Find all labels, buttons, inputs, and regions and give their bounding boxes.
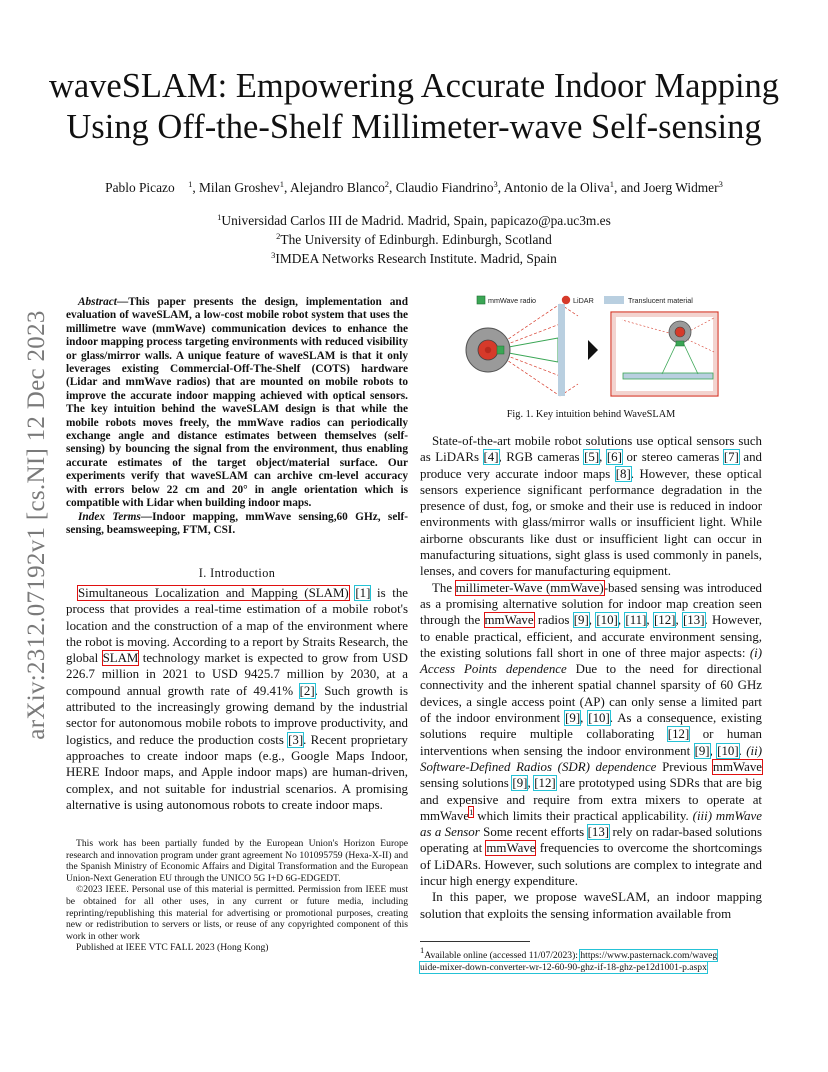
right-scene — [611, 312, 718, 396]
affiliation-mark: 1 — [609, 179, 614, 189]
right-column-body — [420, 433, 762, 922]
introduction-paragraph — [66, 585, 408, 813]
citation-link[interactable]: [10] — [596, 613, 618, 628]
footnote-link[interactable]: 1 — [469, 806, 474, 817]
index-terms — [66, 511, 408, 538]
footnote-text: Available online (accessed 11/07/2023): — [424, 950, 581, 961]
body-text: . Recent proprietary approaches to create indoor maps (e.g., Google Maps Indoor, HERE Indoor maps, and Apple indoor maps) are human-driven, complex, and not suitable for industrial scenarios. A promising alternative is using autonomous robots to create indoor maps. — [66, 732, 408, 812]
affiliation-mark: 2 — [384, 179, 390, 189]
footnote-1 — [420, 945, 762, 974]
index-terms-label: Index Terms — [78, 510, 141, 523]
body-text: . Such growth is attributed to the increasingly growing demand by the industrial sector for autonomous mobile robots to improve productivity, and logistics, and reduce the production costs — [66, 683, 408, 747]
title-line-2: Using Off-the-Shelf Millimeter-wave Self-sensing — [66, 108, 762, 146]
body-text: and produce very accurate indoor maps — [420, 450, 762, 481]
body-text: , — [646, 613, 654, 628]
body-text: Previous — [656, 759, 713, 774]
paragraph — [420, 580, 762, 890]
mmwave-legend-icon — [477, 296, 485, 304]
citation-link[interactable]: [13] — [683, 613, 705, 628]
affiliation-mark: 1 — [279, 179, 284, 189]
body-text: are prototyped using SDRs that are big and expensive and require from extra mixers to operate at mmWave — [420, 776, 762, 823]
body-text: Some recent efforts — [479, 825, 588, 840]
arxiv-sidebar — [17, 290, 57, 760]
body-text: or stereo cameras — [621, 450, 724, 465]
emphasis-text: (i) Access Points dependence — [420, 645, 762, 677]
body-text: -based sensing was introduced as a promising alternative solution for indoor map creation seen through the — [420, 580, 763, 628]
body-text: State-of-the-art mobile robot solutions use optical sensors such as LiDARs — [420, 434, 762, 465]
citation-link[interactable]: [12] — [667, 727, 690, 742]
arxiv-identifier: arXiv:2312.07192v1 [cs.NI] 12 Dec 2023 — [23, 310, 50, 740]
affiliation-2 — [0, 230, 828, 249]
body-text: technology market is expected to grow from USD 226.7 million in 2021 to USD 9425.7 million by 2030, at a compound annual growth rate of 49.41% — [66, 651, 408, 698]
abstract-label: Abstract — [78, 296, 117, 308]
abstract — [66, 296, 408, 537]
citation-link[interactable]: [7] — [723, 450, 739, 465]
figure-caption: Fig. 1. Key intuition behind WaveSLAM — [506, 409, 676, 420]
body-text: which limits their practical applicability. — [473, 808, 693, 823]
affiliation-text: IMDEA Networks Research Institute. Madrid, Spain — [275, 251, 557, 266]
body-text: is the process that provides a real-time estimation of a mobile robot's location and the construction of a map of the environment where the robot is moving. According to a report by Straits Research, the global — [66, 586, 408, 666]
body-text: radios — [533, 613, 574, 628]
title-line-1: waveSLAM: Empowering Accurate Indoor Mapping — [48, 67, 780, 105]
citation-link[interactable]: [2] — [299, 683, 315, 698]
acronym-link-slam[interactable]: Simultaneous Localization and Mapping (SLAM) — [78, 586, 349, 600]
affiliations — [0, 211, 828, 268]
acronym-link-slam[interactable]: SLAM — [102, 651, 139, 666]
affiliation-text: The University of Edinburgh. Edinburgh, Scotland — [280, 232, 552, 247]
footnote-url-link-continued[interactable]: uide-mixer-down-converter-wr-12-60-90-ghz-if-18-ghz-pe12d1001-p.aspx — [420, 962, 707, 973]
citation-link[interactable]: [4] — [483, 450, 499, 465]
citation-link[interactable]: [6] — [606, 450, 622, 465]
body-text: . However, to enable practical, efficient, and accurate environment sensing, the existing solutions fall short in one of three major aspects: — [420, 613, 763, 660]
abstract-text: —This paper presents the design, implementation and evaluation of waveSLAM, a low-cost mobile robot system that uses the millimetre wave (mmWave) communication devices to enhance the indoor mapping process targeting environments with reduced visibility or glass/mirror walls. A unique feature of waveSLAM is that it only leverages existing Commercial-Off-The-Shelf (COTS) hardware (Lidar and mmWave radios) that are mounted on mobile robots to improve the accurate indoor mapping achieved with optical sensors. The key intuition behind the waveSLAM design is that while the mobile robots moves freely, the mmWave radios can periodically exchange angle and distance estimates between themselves (self-sensing) by bouncing the signal from the environment, thus enabling accurate estimates of the target object/material surface. Our experiments verify that waveSLAM can archive cm-level accuracy with errors below 22 cm and 20° in angle orientation which is compatible with Lidar when building indoor maps. — [66, 296, 408, 510]
affiliation-mark: 3 — [718, 179, 723, 189]
footnote-url-link[interactable]: https://www.pasternack.com/waveg — [580, 950, 718, 961]
body-text: frequencies to overcome the shortcomings of LiDARs. However, such solutions are complex to integrate and incur high energy expenditure. — [420, 841, 762, 889]
body-text: . However, these optical sensors experience significant performance degradation in the presence of dust, fog, or smoke and their use is reduced in indoor environments with glass/mirror walls or insufficient light. While airborne obscurants like dust or insufficient light can occur in manufacturing situations, sight glass is used commonly in panels, lenses, and covers for manufacturing equipment. — [420, 466, 763, 579]
citation-link[interactable]: [12] — [534, 776, 556, 791]
index-terms-text: —Indoor mapping, mmWave sensing,60 GHz, self-sensing, beamsweeping, FTM, CSI. — [66, 510, 408, 536]
body-text: , — [580, 711, 589, 726]
affiliation-mark: 1 — [188, 179, 193, 189]
body-text: , — [599, 450, 607, 465]
author-name: , Claudio Fiandrino — [389, 180, 494, 195]
left-footnotes — [66, 838, 408, 954]
map-glass-segment — [623, 373, 713, 379]
body-text: , — [588, 613, 597, 628]
body-text: , — [675, 613, 684, 628]
affiliation-3 — [0, 249, 828, 268]
acronym-link-mmwave[interactable]: millimeter-Wave (mmWave) — [455, 580, 604, 595]
footnote-divider — [420, 941, 530, 942]
citation-link[interactable]: [10] — [717, 743, 739, 758]
left-scene — [466, 304, 578, 396]
paragraph — [420, 433, 762, 580]
citation-link[interactable]: [10] — [588, 711, 610, 726]
emphasis-text: (ii) Software-Defined Radios (SDR) dependence — [420, 743, 762, 774]
author-name: , Milan Groshev — [192, 180, 280, 195]
citation-link[interactable]: [5] — [584, 450, 600, 465]
affiliation-mark: 3 — [493, 179, 498, 189]
publication-note: Published at IEEE VTC FALL 2023 (Hong Kong) — [76, 942, 269, 954]
citation-link[interactable]: [9] — [573, 613, 589, 628]
affiliation-1 — [0, 211, 828, 230]
affiliation-number: 2 — [276, 231, 281, 241]
body-text: , RGB cameras — [498, 450, 585, 465]
translucent-legend-icon — [604, 296, 624, 304]
funding-note: This work has been partially funded by the European Union's Horizon Europe research and innovation program under grant agreement No 101095759 (Hexa-X-II) and the Spanish Ministry of Economic Affairs and Digital Transformation and the European Union-Next Generation EU through the UNICO 5G I+D 6G-EDGEDT. — [66, 838, 408, 884]
body-text: . As a consequence, existing solutions require multiple collaborating — [420, 711, 762, 742]
paper-title — [0, 66, 828, 148]
affiliation-number: 1 — [217, 212, 222, 222]
citation-link[interactable]: [12] — [653, 613, 676, 628]
body-text: . — [738, 743, 747, 758]
acronym-link-mmwave[interactable]: mmWave — [486, 841, 536, 856]
body-text: The — [432, 580, 456, 595]
citation-link[interactable]: [8] — [615, 466, 631, 481]
mmwave-legend-label: mmWave radio — [488, 296, 537, 305]
citation-link[interactable]: [11] — [625, 613, 647, 628]
body-text: , — [527, 776, 535, 791]
author-name: Pablo Picazo — [105, 180, 175, 195]
affiliation-text: Universidad Carlos III de Madrid. Madrid, Spain, papicazo@pa.uc3m.es — [221, 213, 611, 228]
figure-1 — [452, 290, 732, 400]
citation-link[interactable]: [3] — [288, 732, 304, 747]
author-name: , and Joerg Widmer — [614, 180, 719, 195]
paragraph: In this paper, we propose waveSLAM, an indoor mapping solution that exploits the sensing information available from — [420, 890, 762, 921]
lidar-legend-icon — [562, 296, 570, 304]
author-name: , Antonio de la Oliva — [497, 180, 610, 195]
footnote-number: 1 — [420, 945, 425, 955]
translucent-legend-label: Translucent material — [628, 296, 693, 305]
translucent-wall — [558, 304, 565, 396]
citation-link[interactable]: [1] — [355, 586, 371, 600]
citation-link[interactable]: [9] — [694, 743, 710, 758]
acronym-link-mmwave[interactable]: mmWave — [484, 613, 534, 628]
copyright-note: ©2023 IEEE. Personal use of this material is permitted. Permission from IEEE must be obtained for all other uses, in any current or future media, including reprinting/republishing this material for advertising or promotional purposes, creating new or redistribution to servers or lists, or reuse of any copyrighted component of this work in other work — [66, 884, 408, 942]
body-text: , — [617, 613, 626, 628]
citation-link[interactable]: [9] — [565, 711, 581, 726]
lidar-legend-label: LiDAR — [573, 296, 594, 305]
body-text: or human interventions when sensing the indoor environment — [420, 727, 762, 758]
affiliation-number: 3 — [271, 250, 276, 260]
section-heading-introduction: I. Introduction — [198, 566, 276, 580]
arrow-icon — [588, 340, 598, 360]
author-list — [0, 180, 828, 196]
abstract-paragraph — [66, 296, 408, 511]
acronym-link-mmwave[interactable]: mmWave — [712, 759, 762, 774]
citation-link[interactable]: [13] — [587, 825, 610, 840]
citation-link[interactable]: [9] — [512, 776, 528, 791]
emphasis-text: (iii) mmWave as a Sensor — [420, 808, 762, 840]
author-name: , Alejandro Blanco — [283, 180, 385, 195]
body-text: , — [709, 743, 718, 758]
body-text: Due to the need for directional connectivity and the inherent spatial channel sparsity of 60 GHz devices, a single access point (AP) can only sense a limited part of the indoor environment — [420, 662, 762, 726]
body-text: rely on radar-based solutions operating at — [420, 825, 762, 856]
body-text: sensing solutions — [420, 776, 513, 791]
